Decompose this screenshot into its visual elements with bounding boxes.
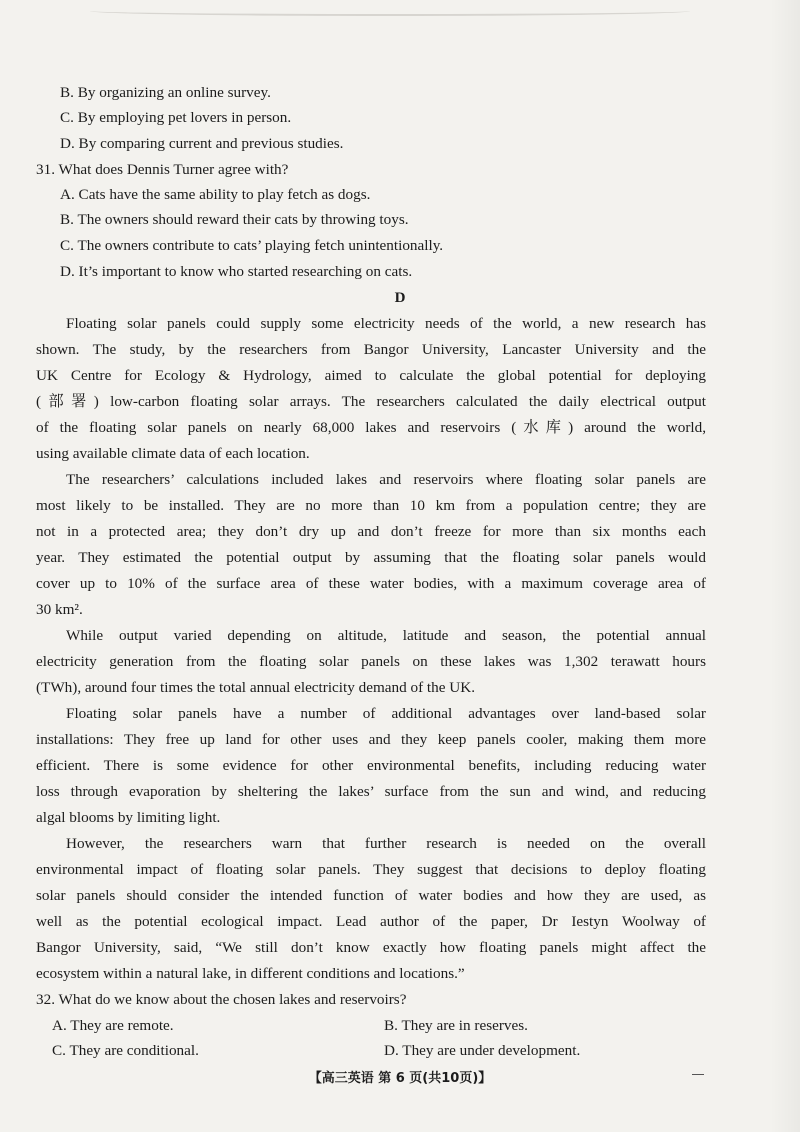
passage-line: most likely to be installed. They are no more than 10 km from a population centre; they are xyxy=(36,497,706,514)
passage-line: well as the potential ecological impact. Lead author of the paper, Dr Iestyn Woolway of xyxy=(36,913,706,930)
passage-line: (部署) low-carbon floating solar arrays. The researchers calculated the daily electrical output xyxy=(36,393,706,410)
q32-stem: 32. What do we know about the chosen lakes and reservoirs? xyxy=(36,991,407,1008)
q32-option-d: D. They are under development. xyxy=(384,1042,581,1059)
passage-line: not in a protected area; they don’t dry up and don’t freeze for more than six months each xyxy=(36,523,706,540)
passage-line: Floating solar panels could supply some electricity needs of the world, a new research has xyxy=(66,315,706,332)
q31-option-a: A. Cats have the same ability to play fetch as dogs. xyxy=(60,186,371,203)
passage-line: algal blooms by limiting light. xyxy=(36,809,221,826)
passage-line: Bangor University, said, “We still don’t know exactly how floating panels might affect the xyxy=(36,939,706,956)
q31-option-d: D. It’s important to know who started researching on cats. xyxy=(60,263,413,280)
q32-option-a: A. They are remote. xyxy=(52,1017,174,1034)
passage-line: solar panels should consider the intended function of water bodies and how they are used, as xyxy=(36,887,706,904)
passage-line: While output varied depending on altitude, latitude and season, the potential annual xyxy=(66,627,706,644)
passage-line: installations: They free up land for other uses and they keep panels cooler, making them more xyxy=(36,731,706,748)
passage-line: efficient. There is some evidence for other environmental benefits, including reducing water xyxy=(36,757,706,774)
passage-line: (TWh), around four times the total annual electricity demand of the UK. xyxy=(36,679,476,696)
page-edge-curve xyxy=(90,6,690,16)
q32-option-b: B. They are in reserves. xyxy=(384,1017,528,1034)
q31-option-b: B. The owners should reward their cats by throwing toys. xyxy=(60,211,409,228)
passage-line: loss through evaporation by sheltering the lakes’ surface from the sun and wind, and reducing xyxy=(36,783,706,800)
q31-stem: 31. What does Dennis Turner agree with? xyxy=(36,161,289,178)
passage-line: electricity generation from the floating solar panels on these lakes was 1,302 terawatt hours xyxy=(36,653,706,670)
passage-line: of the floating solar panels on nearly 68,000 lakes and reservoirs (水库) around the world, xyxy=(36,419,706,436)
passage-line: UK Centre for Ecology & Hydrology, aimed to calculate the global potential for deploying xyxy=(36,367,706,384)
passage-line: The researchers’ calculations included lakes and reservoirs where floating solar panels are xyxy=(66,471,706,488)
passage-line: However, the researchers warn that further research is needed on the overall xyxy=(66,835,706,852)
passage-line: cover up to 10% of the surface area of these water bodies, with a maximum coverage area of xyxy=(36,575,706,592)
q31-option-c: C. The owners contribute to cats’ playing fetch unintentionally. xyxy=(60,237,444,254)
passage-line: using available climate data of each location. xyxy=(36,445,310,462)
passage-line: ecosystem within a natural lake, in different conditions and locations.” xyxy=(36,965,465,982)
q30-option-c: C. By employing pet lovers in person. xyxy=(60,109,292,126)
page-shadow xyxy=(770,0,800,1132)
q30-option-b: B. By organizing an online survey. xyxy=(60,84,271,101)
passage-line: Floating solar panels have a number of additional advantages over land-based solar xyxy=(66,705,706,722)
passage-line: year. They estimated the potential output by assuming that the floating solar panels would xyxy=(36,549,706,566)
passage-line: 30 km². xyxy=(36,601,83,618)
q32-option-c: C. They are conditional. xyxy=(52,1042,199,1059)
passage-line: environmental impact of floating solar panels. They suggest that decisions to deploy floating xyxy=(36,861,706,878)
footer-mark xyxy=(692,1074,704,1075)
q30-option-d: D. By comparing current and previous studies. xyxy=(60,135,344,152)
page-footer: 【高三英语 第 6 页(共10页)】 xyxy=(308,1071,492,1086)
section-heading: D xyxy=(394,290,406,306)
passage-line: shown. The study, by the researchers from Bangor University, Lancaster University and the xyxy=(36,341,706,358)
